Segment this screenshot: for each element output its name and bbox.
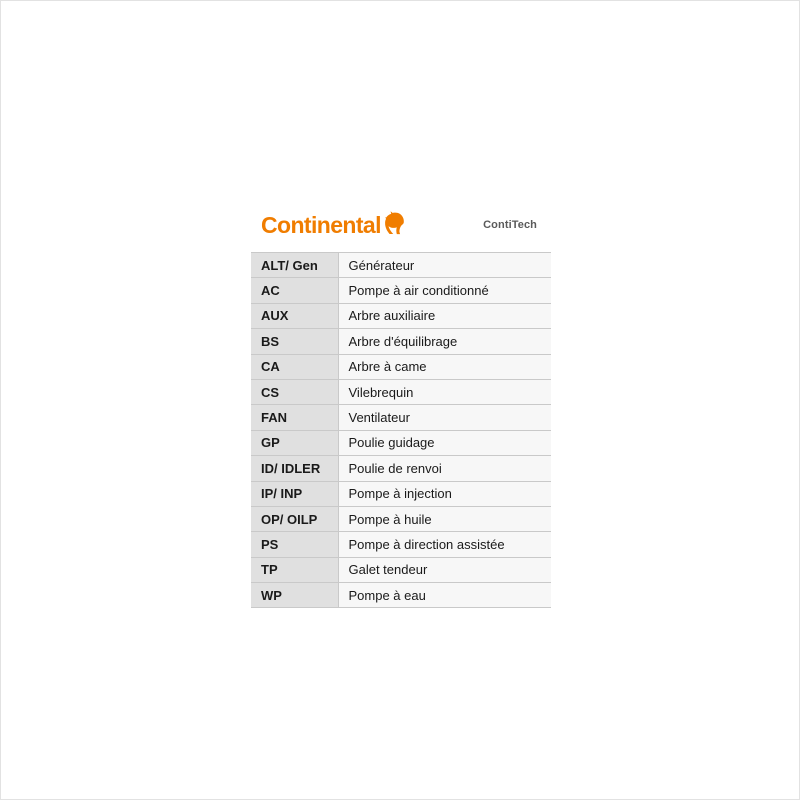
abbreviation-code: ID/ IDLER [251,456,338,481]
table-row [251,506,551,531]
abbreviation-description: Vilebrequin [338,379,551,404]
abbreviation-table-body [251,253,551,608]
abbreviation-code: FAN [251,405,338,430]
sub-brand-name: ContiTech [483,218,537,231]
abbreviation-description: Générateur [338,253,551,278]
brand-logo [261,213,406,237]
abbreviation-description: Pompe à injection [338,481,551,506]
abbreviation-code: CS [251,379,338,404]
table-row [251,583,551,608]
abbreviation-code: OP/ OILP [251,506,338,531]
brand-name: Continental [261,212,381,238]
abbreviation-description: Ventilateur [338,405,551,430]
table-row [251,557,551,582]
table-row [251,354,551,379]
abbreviation-description: Pompe à direction assistée [338,532,551,557]
abbreviation-code: PS [251,532,338,557]
table-row [251,379,551,404]
abbreviation-table [251,252,551,608]
abbreviation-code: TP [251,557,338,582]
abbreviation-description: Galet tendeur [338,557,551,582]
abbreviation-description: Pompe à huile [338,506,551,531]
brand-header [251,197,551,252]
table-row [251,430,551,455]
horse-icon [384,211,406,235]
abbreviation-code: IP/ INP [251,481,338,506]
table-row [251,278,551,303]
table-row [251,481,551,506]
abbreviation-description: Arbre d'équilibrage [338,329,551,354]
abbreviation-description: Pompe à eau [338,583,551,608]
table-row [251,253,551,278]
table-row [251,303,551,328]
abbreviation-description: Arbre auxiliaire [338,303,551,328]
abbreviation-code: ALT/ Gen [251,253,338,278]
table-row [251,405,551,430]
table-row [251,456,551,481]
abbreviation-code: AC [251,278,338,303]
table-row [251,532,551,557]
abbreviation-description: Poulie de renvoi [338,456,551,481]
abbreviation-description: Poulie guidage [338,430,551,455]
abbreviation-code: WP [251,583,338,608]
table-row [251,329,551,354]
abbreviation-legend-card [251,197,551,608]
abbreviation-description: Pompe à air conditionné [338,278,551,303]
abbreviation-code: CA [251,354,338,379]
abbreviation-code: GP [251,430,338,455]
abbreviation-description: Arbre à came [338,354,551,379]
abbreviation-code: AUX [251,303,338,328]
abbreviation-code: BS [251,329,338,354]
